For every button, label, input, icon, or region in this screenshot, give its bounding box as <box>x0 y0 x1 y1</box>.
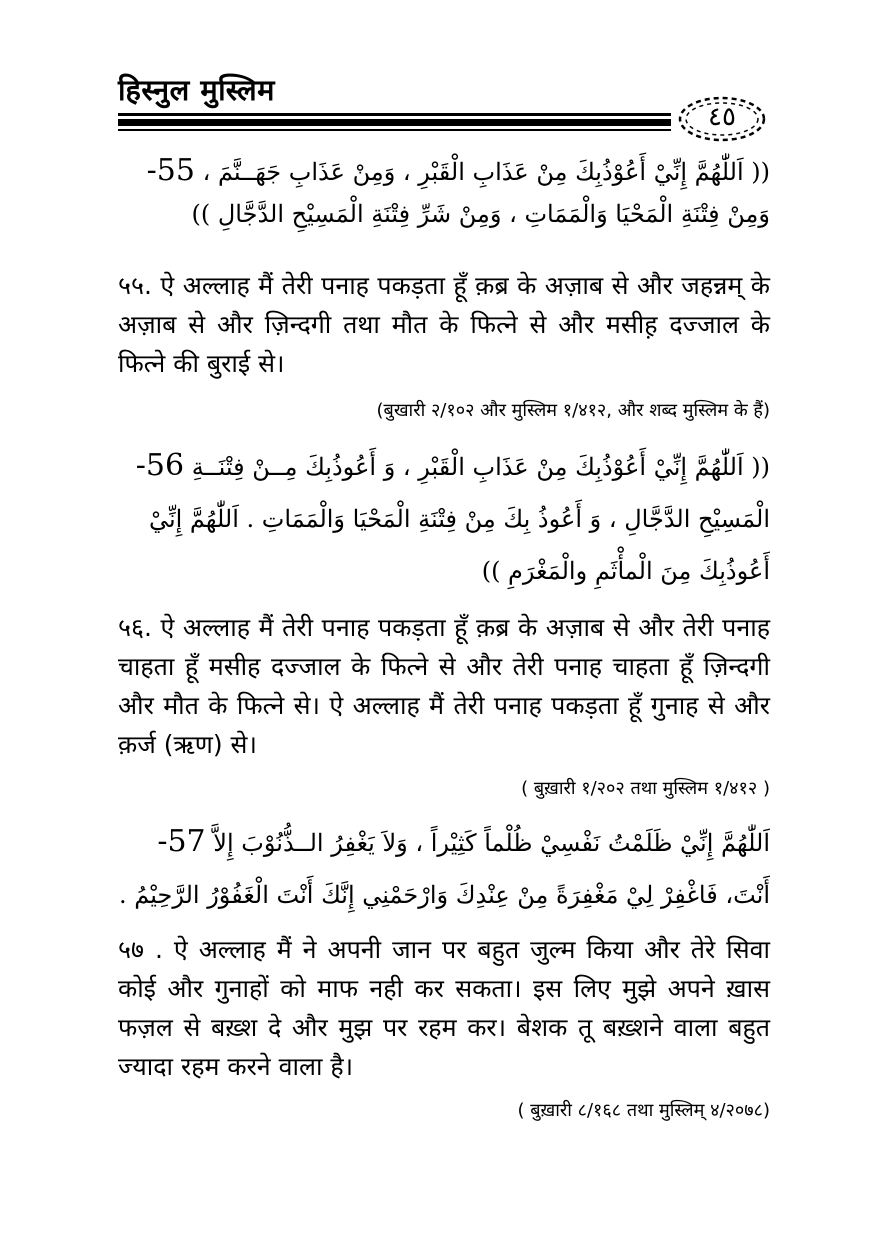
arabic-line: وَمِنْ فِتْنَةِ الْمَحْيَا وَالْمَمَاتِ ، وَمِنْ شَرِّ فِتْنَةِ الْمَسِيْحِ الدَّجَّالِ )) <box>191 200 770 228</box>
reference-57: ( बुख़ारी ८/१६८ तथा मुस्लिम् ४/२०७८) <box>517 1100 770 1121</box>
book-title: हिस्नुल मुस्लिम <box>118 73 275 107</box>
arabic-text-57 <box>118 816 770 921</box>
arabic-line <box>118 440 770 493</box>
arabic-entry-number: 55- <box>146 153 195 188</box>
arabic-line <box>118 150 770 193</box>
header-rule-thick <box>118 119 671 126</box>
arabic-line-text: اَللّٰهُمَّ إِنِّيْ ظَلَمْتُ نَفْسِيْ ظُلْماً كَثِيْراً ، وَلاَ يَغْفِرُ الــذُّنُوْبَ إِلاَّ <box>213 829 770 857</box>
hindi-translation-55: ५५. ऐ अल्लाह मैं तेरी पनाह पकड़ता हूँ क़ब्र के अज़ाब से और जहन्नम् के अज़ाब से और ज़िन्दगी तथा मौत के फित्ने से और मसीह़ दज्जाल के फित्ने की बुराई से। <box>118 271 770 378</box>
reference-56: ( बुख़ारी १/२०२ तथा मुस्लिम १/४१२ ) <box>521 778 770 799</box>
page-number: ٤٥ <box>708 102 736 132</box>
arabic-text-55 <box>118 150 770 235</box>
reference-55: (बुखारी २/१०२ और मुस्लिम १/४१२, और शब्द मुस्लिम के हैं) <box>376 400 770 421</box>
arabic-line-text: (( اَللّٰهُمَّ إِنِّيْ أَعُوْذُبِكَ مِنْ عَذَابِ الْقَبْرِ ، وَ أَعُوذُبِكَ مِــنْ فِتْنَــةِ <box>191 453 770 481</box>
page-number-badge <box>676 94 768 144</box>
arabic-line <box>118 816 770 869</box>
arabic-line: الْمَسِيْحِ الدَّجَّالِ ، وَ أَعُوذُ بِكَ مِنْ فِتْنَةِ الْمَحْيَا وَالْمَمَاتِ . اَللّٰهُمَّ إِنِّيْ <box>148 505 770 533</box>
arabic-line-text: (( اَللّٰهُمَّ إِنِّيْ أَعُوْذُبِكَ مِنْ عَذَابِ الْقَبْرِ ، وَمِنْ عَذَابِ جَهَــنَّمَ ، <box>202 158 770 186</box>
arabic-line: أَعُوذُبِكَ مِنَ الْمأْثَمِ والْمَغْرَمِ )) <box>481 557 770 585</box>
hindi-translation-56: ५६. ऐ अल्लाह मैं तेरी पनाह पकड़ता हूँ क़ब्र के अज़ाब से और तेरी पनाह चाहता हूँ मसीह दज्जाल के फित्ने से और तेरी पनाह चाहता हूँ ज़िन्दगी और मौत के फित्ने से। ऐ अल्लाह मैं तेरी पनाह पकड़ता हूँ गुनाह से और क़र्ज (ऋण) से। <box>118 613 770 759</box>
arabic-text-56 <box>118 440 770 597</box>
header-rule-top <box>118 113 671 116</box>
header-rule-bottom <box>118 129 671 131</box>
arabic-entry-number: 56- <box>135 448 185 483</box>
hindi-translation-57: ५७ . ऐ अल्लाह मैं ने अपनी जान पर बहुत जुल्म किया और तेरे सिवा कोई और गुनाहों को माफ नही कर सकता। इस लिए मुझे अपने ख़ास फज़ल से बख़्श दे और मुझ पर रहम कर। बेशक तू बख़्शने वाला बहुत ज्यादा रहम करने वाला है। <box>118 935 770 1081</box>
arabic-entry-number: 57- <box>157 824 206 859</box>
arabic-line: أَنْتَ، فَاغْفِرْ لِيْ مَغْفِرَةً مِنْ عِنْدِكَ وَارْحَمْنِي إِنَّكَ أَنْتَ الْغَفُوْرُ الرَّحِيْمُ . <box>119 881 770 909</box>
